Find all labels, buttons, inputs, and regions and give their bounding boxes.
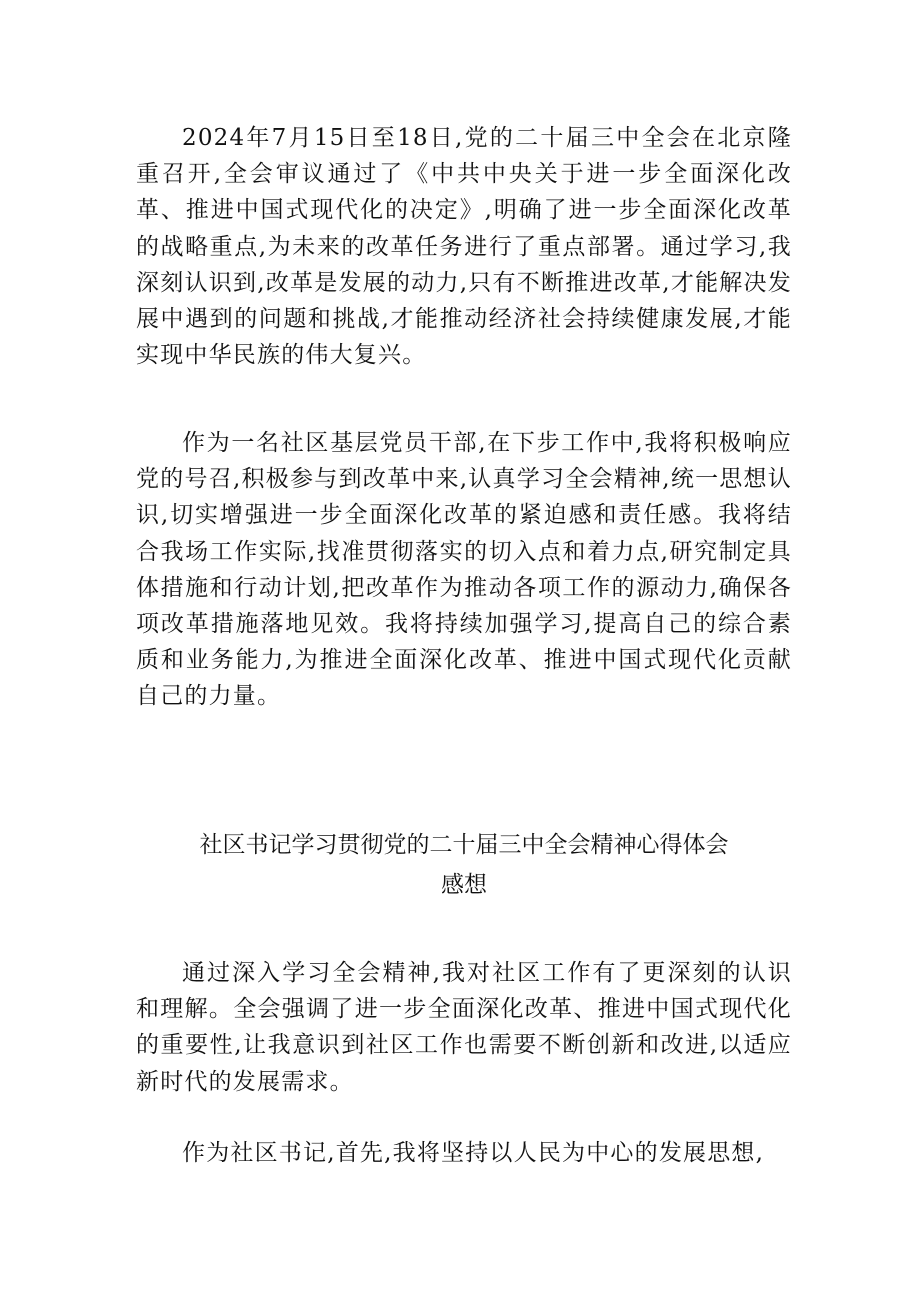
body-paragraph: 作为一名社区基层党员干部,在下步工作中,我将积极响应党的号召,积极参与到改革中来,认真学习全会精神,统一思想认识,切实增强进一步全面深化改革的紧迫感和责任感。我将结合我场工作实际,找准贯彻落实的切入点和着力点,研究制定具体措施和行动计划,把改革作为推动各项工作的源动力,确保各项改革措施落地见效。我将持续加强学习,提高自己的综合素质和业务能力,为推进全面深化改革、推进中国式现代化贡献自己的力量。 (136, 430, 792, 710)
body-paragraph: 2024年7月15日至18日,党的二十届三中全会在北京隆重召开,全会审议通过了《中共中央关于进一步全面深化改革、推进中国式现代化的决定》,明确了进一步全面深化改革的战略重点,为未来的改革任务进行了重点部署。通过学习,我深刻认识到,改革是发展的动力,只有不断推进改革,才能解决发展中遇到的问题和挑战,才能推动经济社会持续健康发展,才能实现中华民族的伟大复兴。 (136, 125, 792, 369)
section-title: 社区书记学习贯彻党的二十届三中全会精神心得体会 (199, 832, 729, 858)
section-subtitle: 感想 (441, 872, 487, 898)
body-paragraph: 通过深入学习全会精神,我对社区工作有了更深刻的认识和理解。全会强调了进一步全面深化改革、推进中国式现代化的重要性,让我意识到社区工作也需要不断创新和改进,以适应新时代的发展需求。 (136, 960, 792, 1095)
body-paragraph: 作为社区书记,首先,我将坚持以人民为中心的发展思想, (182, 1140, 765, 1166)
